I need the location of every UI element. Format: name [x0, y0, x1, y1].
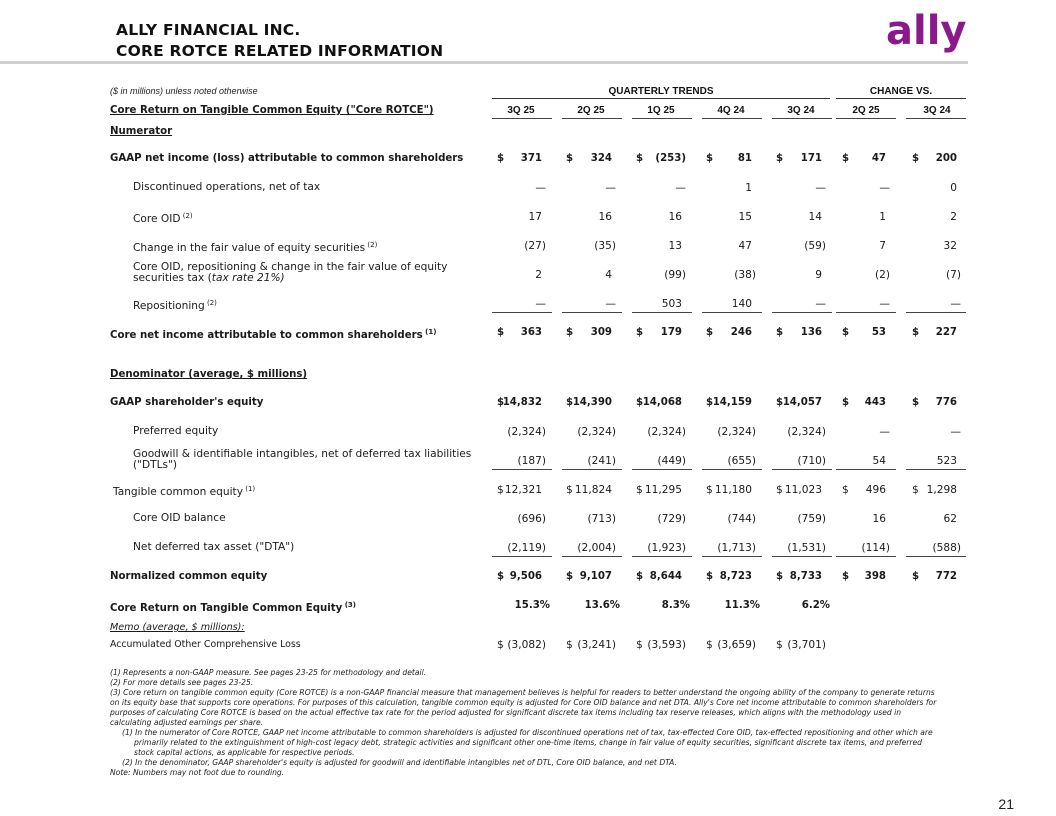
currency-symbol: $: [636, 327, 644, 338]
subtotal-rule: [836, 312, 896, 313]
table-cell: 8,644: [649, 571, 682, 582]
subtotal-rule: [906, 556, 966, 557]
table-cell: (713): [587, 513, 616, 525]
currency-symbol: $: [776, 571, 784, 582]
table-cell: (2,324): [717, 426, 756, 438]
currency-symbol: $: [706, 639, 713, 651]
row-label: [133, 542, 294, 553]
column-header-rule: [772, 118, 832, 119]
table-cell: (3,241): [577, 639, 616, 651]
table-cell: (759): [797, 513, 826, 525]
row-label-text: Change in the fair value of equity securities: [133, 242, 366, 254]
table-cell: (588): [932, 542, 961, 554]
table-cell: (27): [524, 240, 546, 252]
row-label-text: Memo (average, $ millions):: [110, 622, 245, 633]
currency-symbol: $: [566, 571, 574, 582]
currency-symbol: $: [566, 327, 574, 338]
table-cell: 14,159: [712, 397, 752, 408]
table-cell: 443: [864, 397, 886, 408]
table-cell: 9: [815, 269, 822, 281]
table-cell: —: [879, 298, 890, 310]
row-label: [133, 449, 471, 471]
table-cell: 496: [865, 484, 886, 496]
subtotal-rule: [906, 312, 966, 313]
row-label-text: Discontinued operations, net of tax: [133, 181, 321, 193]
table-cell: —: [605, 182, 616, 194]
currency-symbol: $: [636, 397, 644, 408]
row-label-line2: securities tax (: [133, 272, 212, 284]
footnote-1: (1) Represents a non-GAAP measure. See pages 23-25 for methodology and detail.: [110, 668, 427, 677]
currency-symbol: $: [636, 639, 643, 651]
row-label-text: Core net income attributable to common shareholders: [110, 330, 423, 341]
page-number: 21: [998, 796, 1014, 812]
table-cell: —: [879, 182, 890, 194]
row-label: [110, 622, 245, 633]
row-label-text: Core OID, repositioning & change in the fair value of equity: [133, 261, 448, 273]
currency-symbol: $: [566, 397, 574, 408]
table-cell: 16: [668, 211, 682, 223]
table-cell: (696): [517, 513, 546, 525]
row-label-text: Normalized common equity: [110, 571, 268, 582]
table-cell: 54: [872, 455, 886, 467]
table-cell: 523: [936, 455, 957, 467]
currency-symbol: $: [497, 327, 505, 338]
currency-symbol: $: [566, 153, 574, 164]
row-label: [110, 397, 263, 408]
subtotal-rule: [702, 556, 762, 557]
table-cell: 15.3%: [514, 600, 550, 611]
currency-symbol: $: [566, 484, 573, 496]
table-cell: —: [879, 426, 890, 438]
currency-symbol: $: [776, 484, 783, 496]
row-label: [110, 369, 307, 380]
currency-symbol: $: [706, 484, 713, 496]
row-label: [133, 513, 226, 524]
footnote-ref: (1): [242, 485, 256, 493]
table-cell: (59): [804, 240, 826, 252]
table-cell: 47: [738, 240, 752, 252]
subtotal-rule: [562, 469, 622, 470]
row-label-text: Accumulated Other Comprehensive Loss: [110, 639, 301, 650]
table-cell: 14: [808, 211, 822, 223]
table-cell: 16: [872, 513, 886, 525]
table-cell: 12,321: [504, 484, 542, 496]
column-header: 3Q 24: [787, 105, 815, 116]
unit-note: ($ in millions) unless noted otherwise: [110, 86, 258, 96]
currency-symbol: $: [497, 397, 505, 408]
table-cell: 2: [950, 211, 957, 223]
table-cell: (1,713): [717, 542, 756, 554]
change-vs-rule: [836, 98, 966, 99]
table-cell: 11,023: [784, 484, 822, 496]
row-label-text: Net deferred tax asset ("DTA"): [133, 541, 295, 553]
table-cell: 246: [730, 327, 752, 338]
row-label-text: Core OID: [133, 213, 181, 225]
row-label: [133, 182, 320, 193]
currency-symbol: $: [636, 484, 643, 496]
table-cell: —: [815, 182, 826, 194]
footnote-3-1: (1) In the numerator of Core ROTCE, GAAP net income attributable to common shareholders is adjusted for discontinued operations net of tax, tax-effected Core OID, tax-effected repositioning and other which are primarily related to the extinguishment of high-cost legacy debt, strategic activities and significant other one-time items, change in fair value of equity securities, significant discrete tax items, and preferred stock capital actions, as applicable for respective periods.: [122, 728, 933, 757]
table-cell: 15: [738, 211, 752, 223]
subtotal-rule: [632, 556, 692, 557]
column-header: 3Q 25: [507, 105, 535, 116]
column-header-rule: [702, 118, 762, 119]
currency-symbol: $: [776, 327, 784, 338]
table-cell: 324: [590, 153, 612, 164]
table-cell: 11,180: [714, 484, 752, 496]
currency-symbol: $: [566, 639, 573, 651]
subtotal-rule: [632, 469, 692, 470]
currency-symbol: $: [776, 639, 783, 651]
footnote-2: (2) For more details see pages 23-25.: [110, 678, 254, 687]
quarterly-trends-rule: [492, 98, 830, 99]
row-label-text: GAAP net income (loss) attributable to common shareholders: [110, 153, 464, 164]
row-label: [133, 298, 217, 312]
table-cell: (3,659): [717, 639, 756, 651]
table-cell: 53: [871, 327, 886, 338]
currency-symbol: $: [706, 571, 714, 582]
table-cell: 503: [661, 298, 682, 310]
table-cell: (99): [664, 269, 686, 281]
footnote-note: Note: Numbers may not foot due to rounding.: [110, 768, 285, 777]
table-cell: —: [605, 298, 616, 310]
column-header-rule: [906, 118, 966, 119]
row-label-text: Core OID balance: [133, 512, 226, 524]
table-cell: 2: [535, 269, 542, 281]
table-cell: (2,324): [577, 426, 616, 438]
table-cell: —: [815, 298, 826, 310]
table-cell: 13: [668, 240, 682, 252]
column-header-rule: [562, 118, 622, 119]
table-cell: (1,531): [787, 542, 826, 554]
table-cell: 4: [605, 269, 612, 281]
subtotal-rule: [772, 312, 832, 313]
table-cell: 309: [590, 327, 612, 338]
ally-logo: [884, 8, 967, 60]
table-cell: (3,593): [647, 639, 686, 651]
currency-symbol: $: [497, 571, 505, 582]
table-cell: (710): [797, 455, 826, 467]
table-cell: 14,390: [572, 397, 612, 408]
subtotal-rule: [906, 469, 966, 470]
table-cell: (2,324): [647, 426, 686, 438]
table-cell: (449): [657, 455, 686, 467]
table-cell: (2,324): [507, 426, 546, 438]
table-cell: (2,004): [577, 542, 616, 554]
row-label-text: Tangible common equity: [113, 486, 243, 498]
subtotal-rule: [562, 312, 622, 313]
subtotal-rule: [702, 469, 762, 470]
row-label: [113, 484, 255, 498]
table-cell: 9,107: [579, 571, 612, 582]
currency-symbol: $: [912, 153, 920, 164]
table-cell: (38): [734, 269, 756, 281]
subtotal-rule: [772, 469, 832, 470]
row-label: [110, 327, 436, 341]
table-cell: —: [950, 298, 961, 310]
row-label: [110, 639, 301, 650]
table-cell: (655): [727, 455, 756, 467]
table-cell: 13.6%: [584, 600, 620, 611]
table-cell: 8,733: [789, 571, 822, 582]
currency-symbol: $: [842, 484, 849, 496]
currency-symbol: $: [636, 571, 644, 582]
row-label: [133, 426, 218, 437]
table-cell: 14,068: [642, 397, 682, 408]
footnote-ref: (2): [204, 299, 217, 307]
row-label-text: Core Return on Tangible Common Equity: [110, 603, 343, 614]
footnotes: [110, 668, 940, 778]
row-label-text: GAAP shareholder's equity: [110, 397, 264, 408]
row-label-text: Repositioning: [133, 300, 205, 312]
subtotal-rule: [492, 556, 552, 557]
table-cell: 179: [660, 327, 682, 338]
column-header-rule: [632, 118, 692, 119]
table-cell: 227: [935, 327, 957, 338]
table-cell: 8,723: [719, 571, 752, 582]
table-cell: 9,506: [509, 571, 542, 582]
table-title: Core Return on Tangible Common Equity ("Core ROTCE"): [110, 105, 434, 116]
currency-symbol: $: [912, 484, 919, 496]
table-cell: 776: [935, 397, 957, 408]
table-cell: (1,923): [647, 542, 686, 554]
currency-symbol: $: [497, 484, 504, 496]
currency-symbol: $: [842, 153, 850, 164]
subtotal-rule: [836, 556, 896, 557]
subtotal-rule: [772, 556, 832, 557]
table-cell: (7): [945, 269, 961, 281]
column-header-rule: [836, 118, 896, 119]
footnote-ref: (2): [365, 241, 378, 249]
column-header: 3Q 24: [923, 105, 951, 116]
subtotal-rule: [562, 556, 622, 557]
table-cell: (2): [874, 269, 890, 281]
table-cell: 11,824: [574, 484, 612, 496]
table-cell: 772: [935, 571, 957, 582]
currency-symbol: $: [912, 571, 920, 582]
table-cell: —: [675, 182, 686, 194]
footnote-ref: (3): [342, 601, 356, 609]
table-cell: 47: [871, 153, 886, 164]
currency-symbol: $: [842, 397, 850, 408]
row-label: [133, 240, 377, 254]
subtotal-rule: [702, 312, 762, 313]
table-cell: —: [950, 426, 961, 438]
currency-symbol: $: [706, 327, 714, 338]
table-cell: 200: [935, 153, 957, 164]
table-cell: 363: [520, 327, 542, 338]
table-cell: 14,832: [502, 397, 542, 408]
currency-symbol: $: [706, 153, 714, 164]
table-cell: (3,701): [787, 639, 826, 651]
subtotal-rule: [492, 312, 552, 313]
title-line-2: CORE ROTCE RELATED INFORMATION: [116, 42, 444, 60]
title-divider: [0, 61, 968, 64]
currency-symbol: $: [776, 397, 784, 408]
subtotal-rule: [492, 469, 552, 470]
table-cell: 17: [528, 211, 542, 223]
currency-symbol: $: [497, 153, 505, 164]
row-label: [110, 153, 463, 164]
table-cell: —: [535, 298, 546, 310]
column-header: 1Q 25: [647, 105, 675, 116]
table-cell: (253): [655, 153, 686, 164]
row-label: [133, 262, 447, 284]
currency-symbol: $: [497, 639, 504, 651]
table-cell: (3,082): [507, 639, 546, 651]
table-cell: (35): [594, 240, 616, 252]
column-header: 4Q 24: [717, 105, 745, 116]
table-cell: 0: [950, 182, 957, 194]
table-cell: 140: [731, 298, 752, 310]
row-label-text: Numerator: [110, 126, 173, 137]
table-cell: —: [535, 182, 546, 194]
row-label: [110, 571, 267, 582]
row-label-text: Preferred equity: [133, 425, 219, 437]
row-label: [133, 211, 193, 225]
table-cell: 16: [598, 211, 612, 223]
row-label: [110, 600, 356, 614]
footnote-3-2: (2) In the denominator, GAAP shareholder's equity is adjusted for goodwill and identifiable intangibles net of DTL, Core OID balance, and net DTA.: [122, 758, 677, 767]
column-header: 2Q 25: [852, 105, 880, 116]
table-cell: 371: [520, 153, 542, 164]
subtotal-rule: [836, 469, 896, 470]
table-cell: 1: [879, 211, 886, 223]
subtotal-rule: [632, 312, 692, 313]
currency-symbol: $: [706, 397, 714, 408]
logo-text: ally: [886, 8, 967, 54]
row-label-italic: tax rate 21%): [211, 272, 285, 284]
table-cell: 6.2%: [801, 600, 830, 611]
table-cell: 11,295: [644, 484, 682, 496]
row-label: [110, 126, 172, 137]
footnote-ref: (2): [180, 212, 193, 220]
currency-symbol: $: [912, 397, 920, 408]
table-cell: 1: [745, 182, 752, 194]
currency-symbol: $: [776, 153, 784, 164]
table-cell: (2,324): [787, 426, 826, 438]
table-cell: 171: [800, 153, 822, 164]
row-label-line2: ("DTLs"): [133, 459, 178, 471]
table-cell: 14,057: [782, 397, 822, 408]
row-label-text: Denominator (average, $ millions): [110, 369, 308, 380]
currency-symbol: $: [842, 327, 850, 338]
currency-symbol: $: [912, 327, 920, 338]
footnote-3: (3) Core return on tangible common equity (Core ROTCE) is a non-GAAP financial measure that management believes is helpful for readers to better understand the ongoing ability of the company to generate returns on its equity base that supports core operations. For purposes of this calculation, tangible common equity is adjusted for Core OID balance and net DTA. Ally's Core net income attributable to common shareholders for purposes of calculating Core ROTCE is based on the actual effective tax rate for the period adjusted for significant discrete tax items including tax reserve releases, which aligns with the methodology used in calculating adjusted earnings per share.: [110, 688, 937, 727]
table-cell: 11.3%: [724, 600, 760, 611]
table-cell: 81: [737, 153, 752, 164]
table-cell: (114): [861, 542, 890, 554]
row-label-text: Goodwill & identifiable intangibles, net of deferred tax liabilities: [133, 448, 472, 460]
quarterly-trends-header: QUARTERLY TRENDS: [608, 86, 714, 97]
table-cell: (2,119): [507, 542, 546, 554]
table-cell: 8.3%: [661, 600, 690, 611]
table-cell: 398: [864, 571, 886, 582]
table-cell: (187): [517, 455, 546, 467]
column-header: 2Q 25: [577, 105, 605, 116]
title-line-1: ALLY FINANCIAL INC.: [116, 21, 301, 39]
currency-symbol: $: [842, 571, 850, 582]
column-header-rule: [492, 118, 552, 119]
currency-symbol: $: [636, 153, 644, 164]
table-cell: 62: [943, 513, 957, 525]
table-cell: (729): [657, 513, 686, 525]
table-cell: (744): [727, 513, 756, 525]
page-title: [116, 20, 443, 62]
table-cell: 32: [943, 240, 957, 252]
table-cell: 7: [879, 240, 886, 252]
table-cell: (241): [587, 455, 616, 467]
change-vs-header: CHANGE VS.: [869, 86, 933, 97]
table-cell: 1,298: [926, 484, 957, 496]
footnote-ref: (1): [422, 328, 437, 336]
table-cell: 136: [800, 327, 822, 338]
